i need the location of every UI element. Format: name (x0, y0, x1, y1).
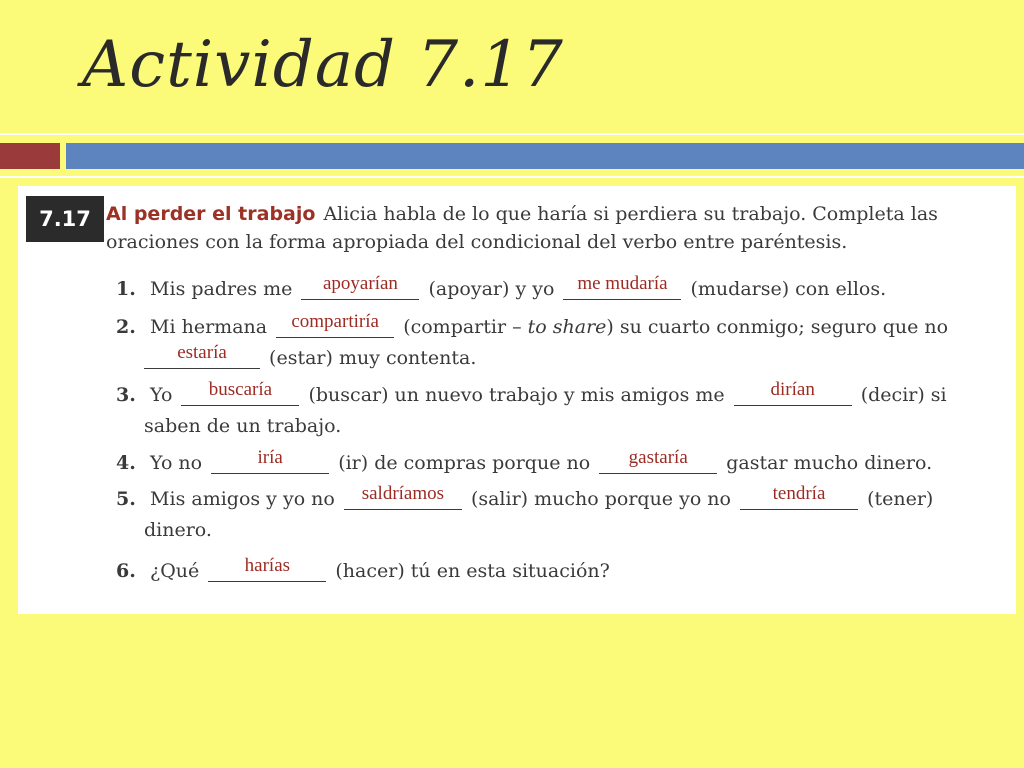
answer-blank[interactable] (734, 379, 852, 406)
answer-text: buscaría (208, 379, 273, 400)
answer-text: tendría (772, 483, 826, 504)
answer-blank[interactable] (208, 555, 326, 582)
answer-text: estaría (177, 342, 227, 363)
divider-bottom (0, 176, 1024, 178)
exercise-item-5 (116, 484, 996, 546)
answer-blank[interactable] (276, 311, 394, 338)
item-text: (salir) mucho porque yo no (470, 488, 731, 510)
item-text: (mudarse) con ellos. (690, 278, 887, 300)
exercise-item-3 (116, 380, 996, 442)
answer-blank[interactable] (211, 447, 329, 474)
item-text: (decir) si (860, 384, 947, 406)
answer-blank[interactable] (144, 342, 260, 369)
exercise-item-1 (116, 274, 996, 305)
activity-number-badge: 7.17 (26, 196, 104, 242)
item-text: Mis amigos y yo no (150, 488, 335, 510)
item-text: (tener) (867, 488, 934, 510)
item-text: (hacer) tú en esta situación? (335, 560, 610, 582)
item-text: (estar) muy contenta. (269, 347, 477, 369)
answer-blank[interactable] (599, 447, 717, 474)
answer-blank[interactable] (181, 379, 299, 406)
item-text: (apoyar) y yo (428, 278, 555, 300)
item-text: gastar mucho dinero. (726, 452, 933, 474)
item-text: Yo no (150, 452, 203, 474)
item-hint: to share (527, 316, 607, 338)
answer-blank[interactable] (344, 483, 462, 510)
activity-topic: Al perder el trabajo (106, 203, 316, 225)
item-text: Yo (150, 384, 173, 406)
answer-text: compartiría (291, 311, 379, 332)
item-continuation: saben de un trabajo. (144, 415, 342, 437)
activity-header (106, 200, 986, 256)
item-text: Mis padres me (150, 278, 293, 300)
accent-bar-red (0, 143, 60, 169)
item-text: ) su cuarto conmigo; seguro que no (606, 316, 949, 338)
answer-text: dirían (770, 379, 815, 400)
answer-text: apoyarían (323, 273, 398, 294)
item-number: 5. (116, 488, 136, 510)
slide-title: Actividad 7.17 (82, 28, 564, 102)
answer-blank[interactable] (301, 273, 419, 300)
answer-text: me mudaría (577, 273, 668, 294)
exercise-item-4 (116, 448, 996, 479)
activity-card (18, 186, 1016, 614)
item-text: (compartir – (403, 316, 522, 338)
answer-blank[interactable] (563, 273, 681, 300)
divider-top (0, 133, 1024, 135)
item-number: 4. (116, 452, 136, 474)
item-number: 1. (116, 278, 136, 300)
item-continuation (116, 343, 996, 374)
item-text: (buscar) un nuevo trabajo y mis amigos me (308, 384, 725, 406)
item-continuation: dinero. (144, 519, 212, 541)
item-number: 2. (116, 316, 136, 338)
answer-text: saldríamos (361, 483, 445, 504)
item-number: 3. (116, 384, 136, 406)
answer-text: gastaría (628, 447, 688, 468)
exercise-item-6 (116, 556, 996, 587)
answer-blank[interactable] (740, 483, 858, 510)
answer-text: harías (244, 555, 291, 576)
answer-text: iría (257, 447, 283, 468)
activity-instructions: Alicia habla de lo que haría si perdiera su trabajo. Completa las oraciones con la forma apropiada del condicional del verbo entre paréntesis. (106, 203, 938, 253)
accent-bar-blue (66, 143, 1024, 169)
exercise-item-2 (116, 312, 996, 374)
item-text: ¿Qué (150, 560, 200, 582)
item-text: Mi hermana (150, 316, 268, 338)
item-text: (ir) de compras porque no (338, 452, 591, 474)
item-number: 6. (116, 560, 136, 582)
